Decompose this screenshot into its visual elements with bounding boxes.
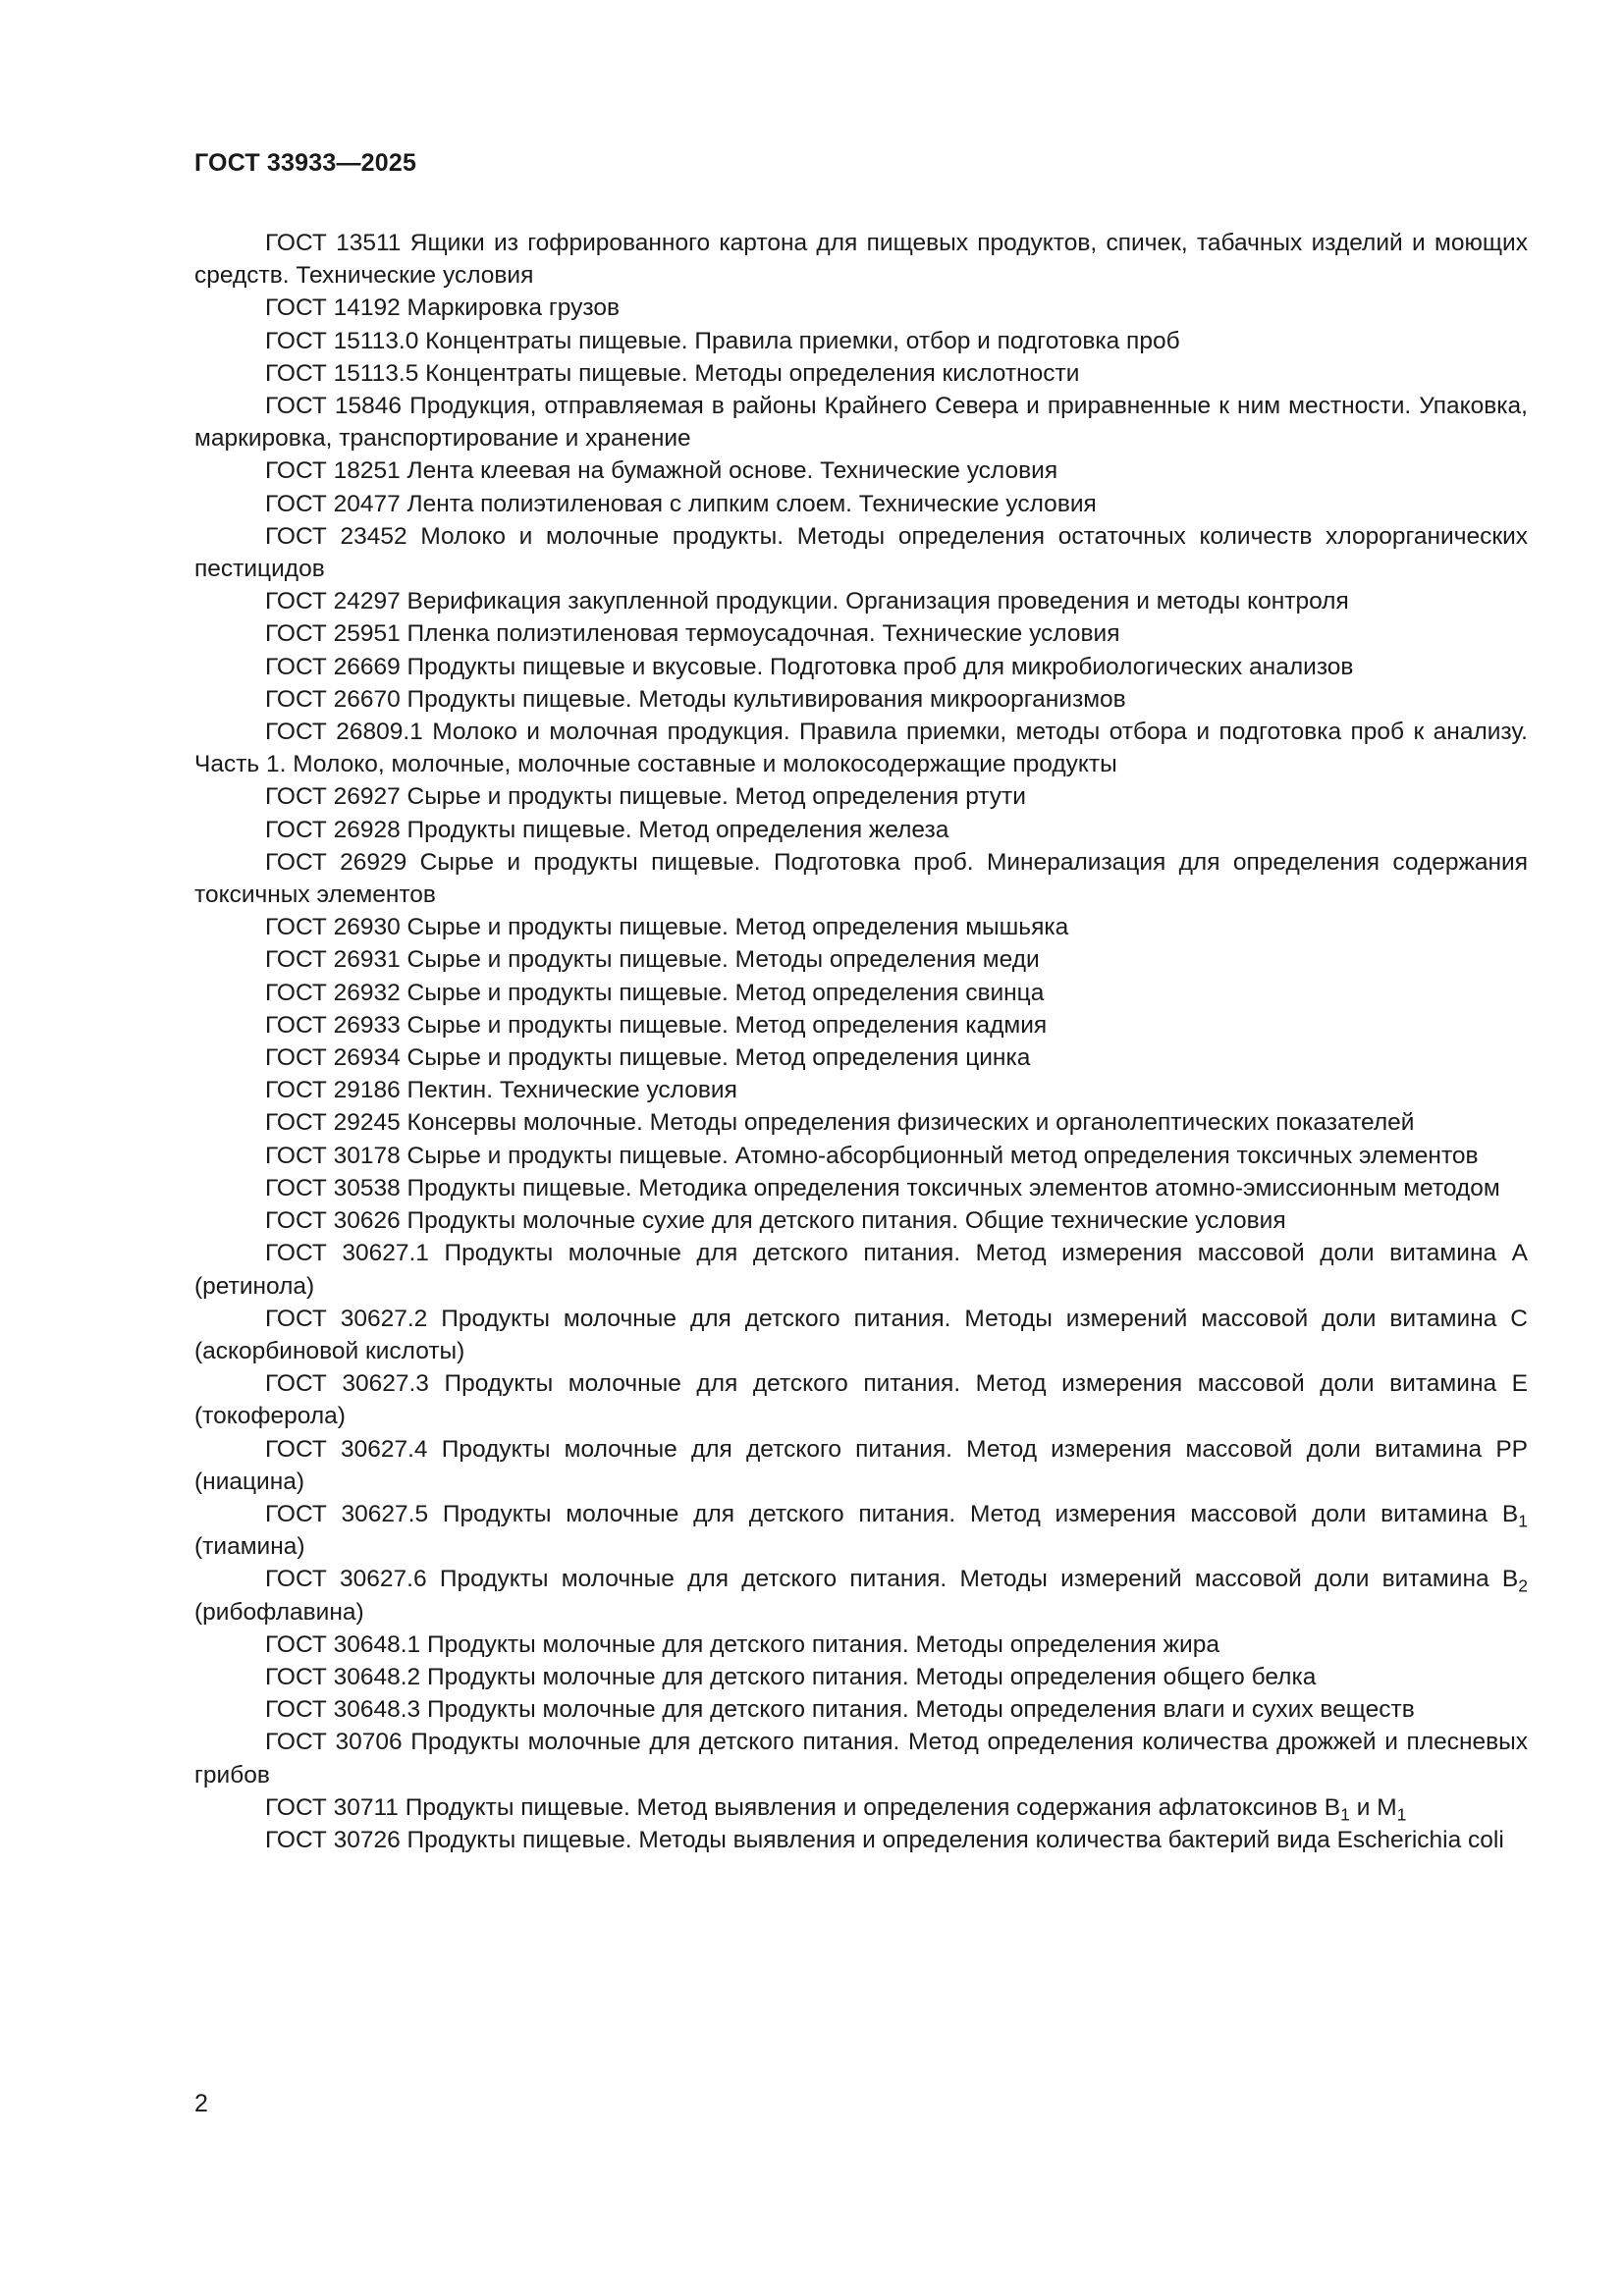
reference-code: ГОСТ 20477 bbox=[265, 490, 401, 517]
reference-title: Продукты молочные для детского питания. Методы определения влаги и сухих веществ bbox=[426, 1696, 1415, 1724]
reference-title: Продукты молочные для детского питания. Методы определения жира bbox=[426, 1630, 1219, 1658]
reference-code: ГОСТ 30711 bbox=[265, 1793, 399, 1821]
reference-entry bbox=[194, 1009, 1528, 1041]
document-header: ГОСТ 33933—2025 bbox=[194, 149, 417, 177]
reference-code: ГОСТ 18251 bbox=[265, 457, 401, 485]
reference-entry bbox=[194, 454, 1528, 487]
reference-title: Сырье и продукты пищевые. Метод определения ртути bbox=[406, 783, 1026, 811]
reference-title: Лента полиэтиленовая с липким слоем. Технические условия bbox=[406, 490, 1097, 517]
reference-code: ГОСТ 26934 bbox=[265, 1044, 401, 1072]
reference-entry bbox=[194, 1367, 1528, 1432]
reference-title: Продукты молочные для детского питания. Метод измерения массовой доли витамина Е (токоферола) bbox=[194, 1370, 1528, 1430]
page-number: 2 bbox=[194, 2090, 208, 2117]
reference-entry bbox=[194, 1237, 1528, 1302]
reference-title: Верификация закупленной продукции. Организация проведения и методы контроля bbox=[406, 588, 1349, 615]
reference-code: ГОСТ 30627.4 bbox=[265, 1435, 428, 1463]
reference-title: Сырье и продукты пищевые. Методы определения меди bbox=[406, 946, 1040, 974]
reference-title: Продукты молочные для детского питания. Метод определения количества дрожжей и плесневых грибов bbox=[194, 1729, 1529, 1789]
reference-title: Консервы молочные. Методы определения физических и органолептических показателей bbox=[406, 1109, 1415, 1137]
reference-entry bbox=[194, 1824, 1528, 1856]
reference-code: ГОСТ 26927 bbox=[265, 783, 401, 811]
reference-title: Продукция, отправляемая в районы Крайнего Севера и приравненные к ним местности. Упаковка, маркировка, транспортирование и хранение bbox=[194, 393, 1528, 453]
reference-code: ГОСТ 26931 bbox=[265, 946, 401, 974]
reference-code: ГОСТ 30627.5 bbox=[265, 1500, 429, 1527]
reference-entry bbox=[194, 814, 1528, 846]
reference-code: ГОСТ 25951 bbox=[265, 620, 401, 648]
reference-code: ГОСТ 14192 bbox=[265, 294, 401, 322]
reference-entry bbox=[194, 1106, 1528, 1139]
reference-title: Продукты пищевые. Методы выявления и определения количества бактерий вида Escherichia coli bbox=[406, 1826, 1504, 1853]
reference-title: Продукты молочные для детского питания. Метод измерения массовой доли витамина РР (ниацина) bbox=[194, 1435, 1529, 1495]
reference-entry bbox=[194, 911, 1528, 943]
normative-references-list bbox=[194, 227, 1528, 1856]
reference-title: Сырье и продукты пищевые. Метод определения кадмия bbox=[406, 1011, 1048, 1039]
reference-code: ГОСТ 30648.3 bbox=[265, 1696, 421, 1724]
reference-title: Сырье и продукты пищевые. Метод определения мышьяка bbox=[406, 914, 1069, 941]
reference-title: Пектин. Технические условия bbox=[406, 1077, 737, 1104]
reference-code: ГОСТ 15846 bbox=[265, 393, 402, 420]
reference-code: ГОСТ 30538 bbox=[265, 1174, 401, 1201]
reference-entry bbox=[194, 520, 1528, 585]
reference-title: Сырье и продукты пищевые. Подготовка проб. Минерализация для определения содержания токсичных элементов bbox=[194, 848, 1528, 909]
reference-code: ГОСТ 29186 bbox=[265, 1077, 401, 1104]
reference-entry bbox=[194, 1693, 1528, 1726]
reference-title: Продукты молочные для детского питания. Методы измерений массовой доли витамина С (аскорбиновой кислоты) bbox=[194, 1305, 1528, 1364]
reference-entry bbox=[194, 1726, 1528, 1790]
reference-entry bbox=[194, 780, 1528, 813]
reference-code: ГОСТ 30627.6 bbox=[265, 1566, 427, 1593]
reference-entry bbox=[194, 1140, 1528, 1172]
reference-title: Лента клеевая на бумажной основе. Технические условия bbox=[406, 457, 1058, 485]
reference-entry bbox=[194, 846, 1528, 911]
reference-entry bbox=[194, 1303, 1528, 1367]
reference-title: Продукты пищевые. Методы культивирования микроорганизмов bbox=[406, 685, 1126, 713]
reference-code: ГОСТ 26928 bbox=[265, 816, 401, 843]
reference-title: Пленка полиэтиленовая термоусадочная. Технические условия bbox=[406, 620, 1120, 648]
reference-code: ГОСТ 30626 bbox=[265, 1207, 401, 1235]
reference-code: ГОСТ 26932 bbox=[265, 979, 401, 1006]
subscript: 1 bbox=[1518, 1511, 1528, 1531]
reference-entry bbox=[194, 683, 1528, 716]
reference-code: ГОСТ 29245 bbox=[265, 1109, 401, 1137]
reference-entry bbox=[194, 1661, 1528, 1693]
reference-code: ГОСТ 30627.1 bbox=[265, 1240, 429, 1267]
reference-entry bbox=[194, 617, 1528, 650]
reference-code: ГОСТ 26929 bbox=[265, 848, 407, 876]
reference-title: Молоко и молочная продукция. Правила приемки, методы отбора и подготовка проб к анализу. Часть 1. Молоко, молочные, молочные составные и молокосодержащие продукты bbox=[194, 719, 1528, 778]
reference-title-tail: и М bbox=[1349, 1793, 1397, 1821]
reference-title: Сырье и продукты пищевые. Метод определения свинца bbox=[406, 979, 1045, 1006]
reference-title: Сырье и продукты пищевые. Атомно-абсорбционный метод определения токсичных элементов bbox=[406, 1142, 1479, 1169]
reference-entry bbox=[194, 1172, 1528, 1204]
reference-code: ГОСТ 30726 bbox=[265, 1826, 401, 1853]
reference-code: ГОСТ 26669 bbox=[265, 653, 401, 680]
reference-title: Продукты молочные для детского питания. Метод измерения массовой доли витамина В bbox=[442, 1500, 1519, 1527]
reference-entry bbox=[194, 1204, 1528, 1237]
reference-title: Молоко и молочные продукты. Методы определения остаточных количеств хлорорганических пестицидов bbox=[194, 522, 1529, 583]
reference-title-tail: (рибофлавина) bbox=[194, 1598, 364, 1626]
reference-title: Продукты пищевые. Методика определения токсичных элементов атомно-эмиссионным методом bbox=[406, 1174, 1500, 1201]
reference-code: ГОСТ 15113.0 bbox=[265, 327, 419, 354]
reference-code: ГОСТ 15113.5 bbox=[265, 359, 419, 387]
reference-entry bbox=[194, 1498, 1528, 1563]
reference-entry bbox=[194, 488, 1528, 520]
reference-entry bbox=[194, 357, 1528, 390]
reference-entry bbox=[194, 1041, 1528, 1074]
reference-title: Маркировка грузов bbox=[406, 294, 620, 322]
reference-code: ГОСТ 23452 bbox=[265, 522, 407, 550]
reference-title: Продукты пищевые и вкусовые. Подготовка проб для микробиологических анализов bbox=[406, 653, 1354, 680]
reference-code: ГОСТ 26670 bbox=[265, 685, 401, 713]
reference-entry bbox=[194, 943, 1528, 976]
reference-code: ГОСТ 24297 bbox=[265, 588, 401, 615]
reference-entry bbox=[194, 325, 1528, 357]
reference-code: ГОСТ 30627.3 bbox=[265, 1370, 429, 1398]
reference-title: Продукты молочные для детского питания. Метод измерения массовой доли витамина А (ретинола) bbox=[194, 1240, 1528, 1300]
reference-code: ГОСТ 30706 bbox=[265, 1729, 403, 1756]
subscript: 1 bbox=[1396, 1804, 1407, 1825]
reference-title: Сырье и продукты пищевые. Метод определения цинка bbox=[406, 1044, 1031, 1072]
reference-entry bbox=[194, 227, 1528, 292]
reference-entry bbox=[194, 1791, 1528, 1824]
reference-code: ГОСТ 26809.1 bbox=[265, 719, 423, 746]
reference-title: Ящики из гофрированного картона для пищевых продуктов, спичек, табачных изделий и моющих средств. Технические условия bbox=[194, 230, 1528, 290]
reference-title-tail: (тиамина) bbox=[194, 1533, 305, 1561]
reference-code: ГОСТ 13511 bbox=[265, 230, 402, 256]
reference-title: Продукты молочные сухие для детского питания. Общие технические условия bbox=[406, 1207, 1286, 1235]
reference-entry bbox=[194, 1074, 1528, 1106]
reference-entry bbox=[194, 292, 1528, 324]
subscript: 1 bbox=[1340, 1804, 1350, 1825]
reference-entry bbox=[194, 390, 1528, 454]
reference-title: Продукты пищевые. Метод определения железа bbox=[406, 816, 949, 843]
reference-title: Концентраты пищевые. Методы определения кислотности bbox=[425, 359, 1080, 387]
reference-entry bbox=[194, 1563, 1528, 1628]
reference-title: Продукты молочные для детского питания. Методы измерений массовой доли витамина В bbox=[439, 1566, 1519, 1593]
reference-code: ГОСТ 30648.1 bbox=[265, 1630, 421, 1658]
reference-title: Концентраты пищевые. Правила приемки, отбор и подготовка проб bbox=[425, 327, 1180, 354]
reference-code: ГОСТ 26930 bbox=[265, 914, 401, 941]
reference-entry bbox=[194, 716, 1528, 780]
reference-entry bbox=[194, 977, 1528, 1009]
reference-code: ГОСТ 26933 bbox=[265, 1011, 401, 1039]
reference-title: Продукты молочные для детского питания. Методы определения общего белка bbox=[426, 1663, 1317, 1690]
reference-entry bbox=[194, 651, 1528, 683]
reference-entry bbox=[194, 1629, 1528, 1661]
reference-entry bbox=[194, 585, 1528, 617]
reference-code: ГОСТ 30178 bbox=[265, 1142, 401, 1169]
reference-title: Продукты пищевые. Метод выявления и определения содержания афлатоксинов В bbox=[405, 1793, 1341, 1821]
reference-code: ГОСТ 30627.2 bbox=[265, 1305, 428, 1332]
reference-code: ГОСТ 30648.2 bbox=[265, 1663, 421, 1690]
reference-entry bbox=[194, 1433, 1528, 1498]
subscript: 2 bbox=[1518, 1575, 1529, 1596]
